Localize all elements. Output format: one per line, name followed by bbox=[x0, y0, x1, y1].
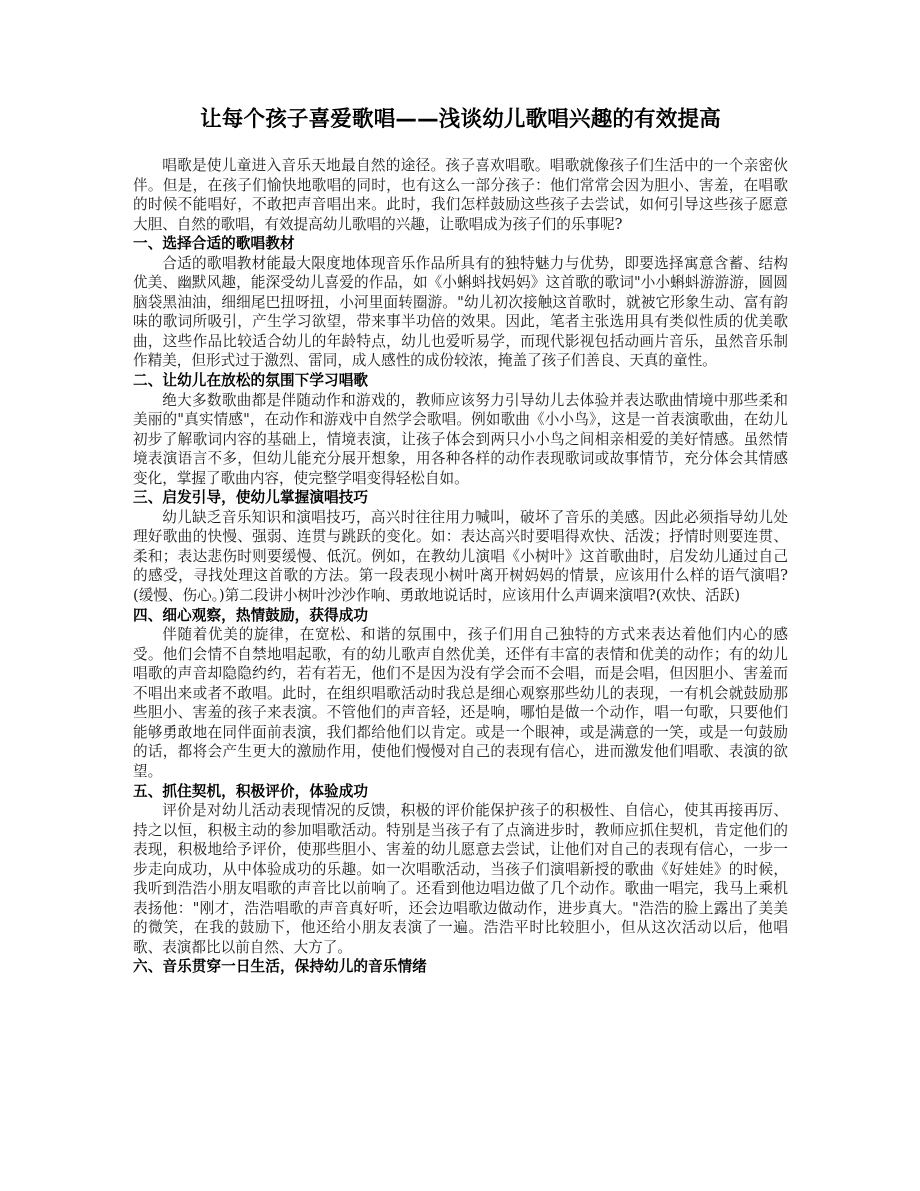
section-heading: 五、抓住契机，积极评价，体验成功 bbox=[133, 782, 369, 800]
document-content bbox=[133, 0, 788, 977]
body-paragraph: 绝大多数歌曲都是伴随动作和游戏的，教师应该努力引导幼儿去体验并表达歌曲情境中那些柔和美丽的"真实情感"，在动作和游戏中自然学会歌唱。例如歌曲《小小鸟》，这是一首表演歌曲，在幼儿初步了解歌词内容的基础上，情境表演，让孩子体会到两只小小鸟之间相亲相爱的美好情感。虽然情境表演语言不多，但幼儿能充分展开想象，用各种各样的动作表现歌词或故事情节，充分体会其情感变化，掌握了歌曲内容，使完整学唱变得轻松自如。 bbox=[133, 391, 788, 487]
page-title: 让每个孩子喜爱歌唱——浅谈幼儿歌唱兴趣的有效提高 bbox=[200, 107, 721, 132]
body-paragraph: 伴随着优美的旋律，在宽松、和谐的氛围中，孩子们用自己独特的方式来表达着他们内心的感受。他们会情不自禁地唱起歌，有的幼儿歌声自然优美，还伴有丰富的表情和优美的动作；有的幼儿唱歌的声音却隐隐约约，若有若无，他们不是因为没有学会而不会唱，而是会唱，但因胆小、害羞而不唱出来或者不敢唱。此时，在组织唱歌活动时我总是细心观察那些幼儿的表现，一有机会就鼓励那些胆小、害羞的孩子来表演。不管他们的声音轻，还是响，哪怕是做一个动作，唱一句歌，只要他们能够勇敢地在同伴面前表演，我们都给他们以肯定。或是一个眼神，或是满意的一笑，或是一句鼓励的话，都将会产生更大的激励作用，使他们慢慢对自己的表现有信心，进而激发他们唱歌、表演的欲望。 bbox=[133, 626, 788, 780]
body-paragraph: 幼儿缺乏音乐知识和演唱技巧，高兴时往往用力喊叫，破坏了音乐的美感。因此必须指导幼儿处理好歌曲的快慢、强弱、连贯与跳跃的变化。如：表达高兴时要唱得欢快、活泼；抒情时则要连贯、柔和；表达悲伤时则要缓慢、低沉。例如，在教幼儿演唱《小树叶》这首歌曲时，启发幼儿通过自己的感受，寻找处理这首歌的方法。第一段表现小树叶离开树妈妈的情景，应该用什么样的语气演唱?(缓慢、伤心。)第二段讲小树叶沙沙作响、勇敢地说话时，应该用什么声调来演唱?(欢快、活跃) bbox=[133, 508, 788, 605]
section-heading: 一、选择合适的歌唱教材 bbox=[133, 235, 295, 253]
body-paragraph: 唱歌是使儿童进入音乐天地最自然的途径。孩子喜欢唱歌。唱歌就像孩子们生活中的一个亲密伙伴。但是，在孩子们愉快地歌唱的同时，也有这么一部分孩子：他们常常会因为胆小、害羞，在唱歌的时候不能唱好，不敢把声音唱出来。此时，我们怎样鼓励这些孩子去尝试，如何引导这些孩子愿意大胆、自然的歌唱，有效提高幼儿歌唱的兴趣，让歌唱成为孩子们的乐事呢? bbox=[133, 157, 788, 233]
document-body bbox=[133, 156, 788, 977]
section-heading: 六、音乐贯穿一日生活，保持幼儿的音乐情绪 bbox=[133, 958, 427, 976]
section-heading: 三、启发引导，使幼儿掌握演唱技巧 bbox=[133, 489, 369, 507]
body-paragraph: 合适的歌唱教材能最大限度地体现音乐作品所具有的独特魅力与优势，即要选择寓意含蓄、结构优美、幽默风趣，能深受幼儿喜爱的作品，如《小蝌蚪找妈妈》这首歌的歌词"小小蝌蚪游游游，圆圆脑袋黑油油，细细尾巴扭呀扭，小河里面转圈游。"幼儿初次接触这首歌时，就被它形象生动、富有韵味的歌词所吸引，产生学习欲望，带来事半功倍的效果。因此，笔者主张选用具有类似性质的优美歌曲，这些作品比较适合幼儿的年龄特点，幼儿也爱听易学，而现代影视包括动画片音乐，虽然音乐制作精美，但形式过于激烈、雷同，成人感性的成份较浓，掩盖了孩子们善良、天真的童性。 bbox=[133, 254, 788, 370]
section-heading: 二、让幼儿在放松的氛围下学习唱歌 bbox=[133, 372, 369, 390]
section-heading: 四、细心观察，热情鼓励，获得成功 bbox=[133, 606, 369, 624]
body-paragraph: 评价是对幼儿活动表现情况的反馈，积极的评价能保护孩子的积极性、自信心，使其再接再厉、持之以恒，积极主动的参加唱歌活动。特别是当孩子有了点滴进步时，教师应抓住契机，肯定他们的表现，积极地给予评价，使那些胆小、害羞的幼儿愿意去尝试，让他们对自己的表现有信心，一步一步走向成功，从中体验成功的乐趣。如一次唱歌活动，当孩子们演唱新授的歌曲《好娃娃》的时候，我听到浩浩小朋友唱歌的声音比以前响了。还看到他边唱边做了几个动作。歌曲一唱完，我马上乘机表扬他："刚才，浩浩唱歌的声音真好听，还会边唱歌边做动作，进步真大。"浩浩的脸上露出了美美的微笑，在我的鼓励下，他还给小朋友表演了一遍。浩浩平时比较胆小，但从这次活动以后，他唱歌、表演都比以前自然、大方了。 bbox=[133, 802, 788, 956]
